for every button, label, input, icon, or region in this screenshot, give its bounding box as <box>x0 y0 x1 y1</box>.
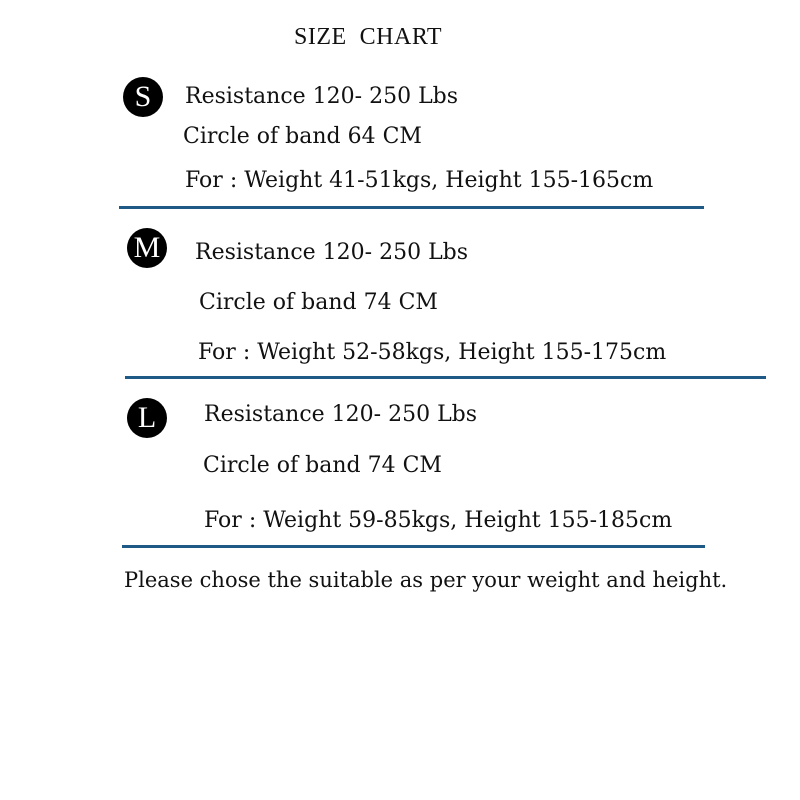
size-m-badge: M <box>127 228 167 268</box>
size-s-badge: S <box>123 77 163 117</box>
size-s-fit: For : Weight 41-51kgs, Height 155-165cm <box>185 168 654 193</box>
size-guidance-note: Please chose the suitable as per your weight and height. <box>124 568 728 592</box>
size-m-circle: Circle of band 74 CM <box>199 290 438 315</box>
size-s-circle: Circle of band 64 CM <box>183 124 422 149</box>
size-m-resistance: Resistance 120- 250 Lbs <box>195 240 469 265</box>
size-l-badge: L <box>127 398 167 438</box>
size-l-circle: Circle of band 74 CM <box>203 453 442 478</box>
size-l-fit: For : Weight 59-85kgs, Height 155-185cm <box>204 508 673 533</box>
size-l-resistance: Resistance 120- 250 Lbs <box>204 402 478 427</box>
size-m-divider <box>125 376 766 379</box>
size-s-resistance: Resistance 120- 250 Lbs <box>185 84 459 109</box>
size-s-divider <box>119 206 704 209</box>
size-m-fit: For : Weight 52-58kgs, Height 155-175cm <box>198 340 667 365</box>
page-title: SIZE CHART <box>294 24 443 50</box>
size-l-divider <box>122 545 705 548</box>
